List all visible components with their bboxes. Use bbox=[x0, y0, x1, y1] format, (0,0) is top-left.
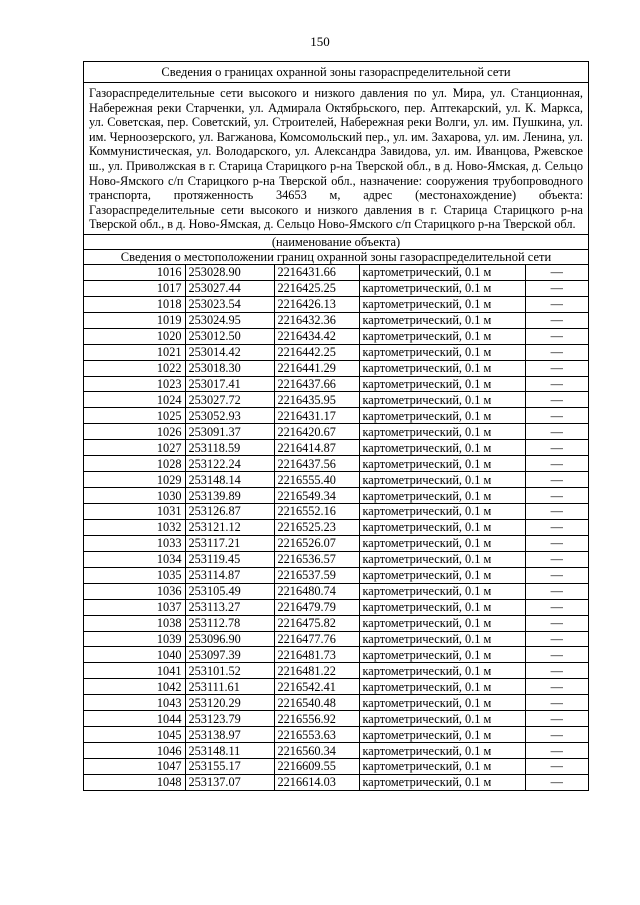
table-row bbox=[84, 456, 588, 472]
table-row bbox=[84, 280, 588, 296]
point-number: 1018 bbox=[84, 296, 185, 312]
description-dash: — bbox=[525, 488, 588, 504]
coord-x: 253137.07 bbox=[185, 774, 274, 789]
point-number: 1031 bbox=[84, 504, 185, 520]
method-accuracy: картометрический, 0.1 м bbox=[359, 567, 525, 583]
description-dash: — bbox=[525, 440, 588, 456]
location-section-header: Сведения о местоположении границ охранной зоны газораспределительной сети bbox=[84, 250, 588, 265]
method-accuracy: картометрический, 0.1 м bbox=[359, 679, 525, 695]
coord-x: 253148.14 bbox=[185, 472, 274, 488]
point-number: 1026 bbox=[84, 424, 185, 440]
point-number: 1038 bbox=[84, 615, 185, 631]
point-number: 1028 bbox=[84, 456, 185, 472]
point-number: 1036 bbox=[84, 583, 185, 599]
description-dash: — bbox=[525, 567, 588, 583]
object-name-caption: (наименование объекта) bbox=[84, 235, 588, 250]
description-dash: — bbox=[525, 647, 588, 663]
table-row bbox=[84, 360, 588, 376]
coord-y: 2216480.74 bbox=[274, 583, 359, 599]
coord-x: 253017.41 bbox=[185, 376, 274, 392]
coord-x: 253126.87 bbox=[185, 504, 274, 520]
coord-x: 253148.11 bbox=[185, 743, 274, 759]
point-number: 1044 bbox=[84, 711, 185, 727]
coord-x: 253101.52 bbox=[185, 663, 274, 679]
coord-y: 2216553.63 bbox=[274, 727, 359, 743]
table-row bbox=[84, 328, 588, 344]
coord-x: 253113.27 bbox=[185, 599, 274, 615]
coord-y: 2216437.66 bbox=[274, 376, 359, 392]
object-description: Газораспределительные сети высокого и низкого давления по ул. Мира, ул. Станционная, Набережная реки Старченки, ул. Адмирала Октябрьского, пер. Аптекарский, ул. К. Маркса, ул. Советская, пер. Советский, ул. Строителей, Набережная реки Волги, ул. им. Пушкина, ул. им. Черноозерского, ул. Вагжанова, Комсомольский пер., ул. им. Захарова, ул. им. Ленина, ул. Коммунистическая, ул. Володарского, ул. Александра Завидова, ул. им. Иванцова, Ржевское ш., ул. Приволжская в г. Старица Старицкого р-на Тверской обл., в д. Ново-Ямская, д. Сельцо Ново-Ямского с/п Старицкого р-на Тверской обл., назначение: сооружения трубопроводного транспорта, протяженность 34653 м, адрес (местонахождение) объекта: Газораспределительные сети высокого и низкого давления в г. Старица Старицкого р-на Тверской обл., в д. Ново-Ямская, д. Сельцо Ново-Ямского с/п Старицкого р-на Тверской обл. bbox=[84, 83, 588, 235]
coord-y: 2216477.76 bbox=[274, 631, 359, 647]
description-dash: — bbox=[525, 424, 588, 440]
method-accuracy: картометрический, 0.1 м bbox=[359, 504, 525, 520]
coord-x: 253114.87 bbox=[185, 567, 274, 583]
point-number: 1017 bbox=[84, 280, 185, 296]
coord-y: 2216540.48 bbox=[274, 695, 359, 711]
point-number: 1045 bbox=[84, 727, 185, 743]
coord-x: 253138.97 bbox=[185, 727, 274, 743]
point-number: 1035 bbox=[84, 567, 185, 583]
description-dash: — bbox=[525, 456, 588, 472]
coord-x: 253052.93 bbox=[185, 408, 274, 424]
method-accuracy: картометрический, 0.1 м bbox=[359, 312, 525, 328]
method-accuracy: картометрический, 0.1 м bbox=[359, 392, 525, 408]
table-row bbox=[84, 551, 588, 567]
coord-y: 2216475.82 bbox=[274, 615, 359, 631]
coord-y: 2216431.17 bbox=[274, 408, 359, 424]
method-accuracy: картометрический, 0.1 м bbox=[359, 711, 525, 727]
method-accuracy: картометрический, 0.1 м bbox=[359, 743, 525, 759]
point-number: 1020 bbox=[84, 328, 185, 344]
description-dash: — bbox=[525, 583, 588, 599]
description-dash: — bbox=[525, 312, 588, 328]
coord-y: 2216425.25 bbox=[274, 280, 359, 296]
gas-zone-table bbox=[83, 61, 589, 791]
coord-x: 253122.24 bbox=[185, 456, 274, 472]
coord-x: 253014.42 bbox=[185, 344, 274, 360]
description-dash: — bbox=[525, 727, 588, 743]
coord-y: 2216556.92 bbox=[274, 711, 359, 727]
method-accuracy: картометрический, 0.1 м bbox=[359, 360, 525, 376]
coord-y: 2216525.23 bbox=[274, 519, 359, 535]
method-accuracy: картометрический, 0.1 м bbox=[359, 535, 525, 551]
point-number: 1033 bbox=[84, 535, 185, 551]
coord-y: 2216432.36 bbox=[274, 312, 359, 328]
page-number: 150 bbox=[310, 34, 330, 49]
point-number: 1027 bbox=[84, 440, 185, 456]
method-accuracy: картометрический, 0.1 м bbox=[359, 774, 525, 789]
coord-x: 253027.44 bbox=[185, 280, 274, 296]
description-dash: — bbox=[525, 519, 588, 535]
point-number: 1019 bbox=[84, 312, 185, 328]
coord-x: 253096.90 bbox=[185, 631, 274, 647]
coord-y: 2216414.87 bbox=[274, 440, 359, 456]
coord-x: 253120.29 bbox=[185, 695, 274, 711]
table-row bbox=[84, 504, 588, 520]
description-dash: — bbox=[525, 472, 588, 488]
description-dash: — bbox=[525, 280, 588, 296]
method-accuracy: картометрический, 0.1 м bbox=[359, 551, 525, 567]
table-row bbox=[84, 679, 588, 695]
description-dash: — bbox=[525, 360, 588, 376]
coord-x: 253112.78 bbox=[185, 615, 274, 631]
point-number: 1032 bbox=[84, 519, 185, 535]
table-row bbox=[84, 519, 588, 535]
table-row bbox=[84, 647, 588, 663]
coord-x: 253123.79 bbox=[185, 711, 274, 727]
description-dash: — bbox=[525, 296, 588, 312]
point-number: 1025 bbox=[84, 408, 185, 424]
description-dash: — bbox=[525, 631, 588, 647]
method-accuracy: картометрический, 0.1 м bbox=[359, 631, 525, 647]
coord-x: 253012.50 bbox=[185, 328, 274, 344]
coord-y: 2216526.07 bbox=[274, 535, 359, 551]
table-title: Сведения о границах охранной зоны газораспределительной сети bbox=[84, 62, 588, 83]
description-dash: — bbox=[525, 328, 588, 344]
method-accuracy: картометрический, 0.1 м bbox=[359, 695, 525, 711]
table-row bbox=[84, 424, 588, 440]
description-dash: — bbox=[525, 376, 588, 392]
coord-x: 253105.49 bbox=[185, 583, 274, 599]
table-row bbox=[84, 312, 588, 328]
description-dash: — bbox=[525, 392, 588, 408]
table-row bbox=[84, 344, 588, 360]
coord-y: 2216479.79 bbox=[274, 599, 359, 615]
coord-x: 253097.39 bbox=[185, 647, 274, 663]
description-dash: — bbox=[525, 551, 588, 567]
method-accuracy: картометрический, 0.1 м bbox=[359, 344, 525, 360]
coord-x: 253091.37 bbox=[185, 424, 274, 440]
method-accuracy: картометрический, 0.1 м bbox=[359, 440, 525, 456]
table-row bbox=[84, 488, 588, 504]
point-number: 1024 bbox=[84, 392, 185, 408]
table-row bbox=[84, 615, 588, 631]
description-dash: — bbox=[525, 599, 588, 615]
point-number: 1042 bbox=[84, 679, 185, 695]
table-row bbox=[84, 743, 588, 759]
coord-y: 2216420.67 bbox=[274, 424, 359, 440]
coord-x: 253118.59 bbox=[185, 440, 274, 456]
coord-y: 2216434.42 bbox=[274, 328, 359, 344]
coord-x: 253018.30 bbox=[185, 360, 274, 376]
method-accuracy: картометрический, 0.1 м bbox=[359, 280, 525, 296]
coord-x: 253119.45 bbox=[185, 551, 274, 567]
coord-y: 2216442.25 bbox=[274, 344, 359, 360]
method-accuracy: картометрический, 0.1 м bbox=[359, 519, 525, 535]
method-accuracy: картометрический, 0.1 м bbox=[359, 647, 525, 663]
coord-x: 253111.61 bbox=[185, 679, 274, 695]
method-accuracy: картометрический, 0.1 м bbox=[359, 727, 525, 743]
table-row bbox=[84, 583, 588, 599]
coord-y: 2216437.56 bbox=[274, 456, 359, 472]
point-number: 1016 bbox=[84, 265, 185, 280]
table-row bbox=[84, 408, 588, 424]
point-number: 1041 bbox=[84, 663, 185, 679]
description-dash: — bbox=[525, 408, 588, 424]
point-number: 1046 bbox=[84, 743, 185, 759]
coord-y: 2216426.13 bbox=[274, 296, 359, 312]
table-row bbox=[84, 663, 588, 679]
point-number: 1034 bbox=[84, 551, 185, 567]
coord-y: 2216560.34 bbox=[274, 743, 359, 759]
table-row bbox=[84, 376, 588, 392]
table-row bbox=[84, 440, 588, 456]
point-number: 1039 bbox=[84, 631, 185, 647]
point-number: 1030 bbox=[84, 488, 185, 504]
table-row bbox=[84, 711, 588, 727]
table-row bbox=[84, 759, 588, 775]
description-dash: — bbox=[525, 679, 588, 695]
coord-y: 2216431.66 bbox=[274, 265, 359, 280]
description-dash: — bbox=[525, 265, 588, 280]
table-row bbox=[84, 296, 588, 312]
method-accuracy: картометрический, 0.1 м bbox=[359, 424, 525, 440]
table-row bbox=[84, 599, 588, 615]
point-number: 1023 bbox=[84, 376, 185, 392]
coord-y: 2216441.29 bbox=[274, 360, 359, 376]
point-number: 1040 bbox=[84, 647, 185, 663]
method-accuracy: картометрический, 0.1 м bbox=[359, 296, 525, 312]
coord-x: 253117.21 bbox=[185, 535, 274, 551]
coord-x: 253155.17 bbox=[185, 759, 274, 775]
coord-y: 2216614.03 bbox=[274, 774, 359, 789]
table-row bbox=[84, 392, 588, 408]
coord-y: 2216481.73 bbox=[274, 647, 359, 663]
method-accuracy: картометрический, 0.1 м bbox=[359, 663, 525, 679]
table-row bbox=[84, 774, 588, 789]
coordinates-body bbox=[84, 265, 588, 790]
table-row bbox=[84, 265, 588, 280]
point-number: 1048 bbox=[84, 774, 185, 789]
coord-y: 2216435.95 bbox=[274, 392, 359, 408]
table-row bbox=[84, 472, 588, 488]
description-dash: — bbox=[550, 775, 563, 790]
coordinates-table bbox=[84, 265, 588, 790]
coord-y: 2216536.57 bbox=[274, 551, 359, 567]
coord-x: 253028.90 bbox=[185, 265, 274, 280]
description-dash: — bbox=[525, 344, 588, 360]
description-dash: — bbox=[525, 615, 588, 631]
method-accuracy: картометрический, 0.1 м bbox=[359, 265, 525, 280]
coord-x: 253139.89 bbox=[185, 488, 274, 504]
coord-y: 2216542.41 bbox=[274, 679, 359, 695]
table-row bbox=[84, 695, 588, 711]
point-number: 1029 bbox=[84, 472, 185, 488]
point-number: 1047 bbox=[84, 759, 185, 775]
method-accuracy: картометрический, 0.1 м bbox=[359, 488, 525, 504]
method-accuracy: картометрический, 0.1 м bbox=[359, 599, 525, 615]
description-dash: — bbox=[525, 695, 588, 711]
method-accuracy: картометрический, 0.1 м bbox=[359, 583, 525, 599]
coord-y: 2216537.59 bbox=[274, 567, 359, 583]
coord-y: 2216609.55 bbox=[274, 759, 359, 775]
description-dash: — bbox=[525, 743, 588, 759]
method-accuracy: картометрический, 0.1 м bbox=[359, 472, 525, 488]
coord-x: 253024.95 bbox=[185, 312, 274, 328]
table-row bbox=[84, 727, 588, 743]
point-number: 1022 bbox=[84, 360, 185, 376]
method-accuracy: картометрический, 0.1 м bbox=[359, 328, 525, 344]
method-accuracy: картометрический, 0.1 м bbox=[359, 408, 525, 424]
point-number: 1021 bbox=[84, 344, 185, 360]
coord-y: 2216549.34 bbox=[274, 488, 359, 504]
coord-x: 253121.12 bbox=[185, 519, 274, 535]
description-dash: — bbox=[525, 504, 588, 520]
table-row bbox=[84, 631, 588, 647]
method-accuracy: картометрический, 0.1 м bbox=[359, 376, 525, 392]
method-accuracy: картометрический, 0.1 м bbox=[359, 615, 525, 631]
table-row bbox=[84, 567, 588, 583]
description-dash: — bbox=[525, 535, 588, 551]
point-number: 1037 bbox=[84, 599, 185, 615]
table-row bbox=[84, 535, 588, 551]
description-dash: — bbox=[525, 663, 588, 679]
coord-x: 253027.72 bbox=[185, 392, 274, 408]
description-dash: — bbox=[525, 759, 588, 775]
coord-y: 2216552.16 bbox=[274, 504, 359, 520]
method-accuracy: картометрический, 0.1 м bbox=[359, 456, 525, 472]
coord-y: 2216555.40 bbox=[274, 472, 359, 488]
method-accuracy: картометрический, 0.1 м bbox=[359, 759, 525, 775]
coord-y: 2216481.22 bbox=[274, 663, 359, 679]
coord-x: 253023.54 bbox=[185, 296, 274, 312]
point-number: 1043 bbox=[84, 695, 185, 711]
description-dash: — bbox=[525, 711, 588, 727]
